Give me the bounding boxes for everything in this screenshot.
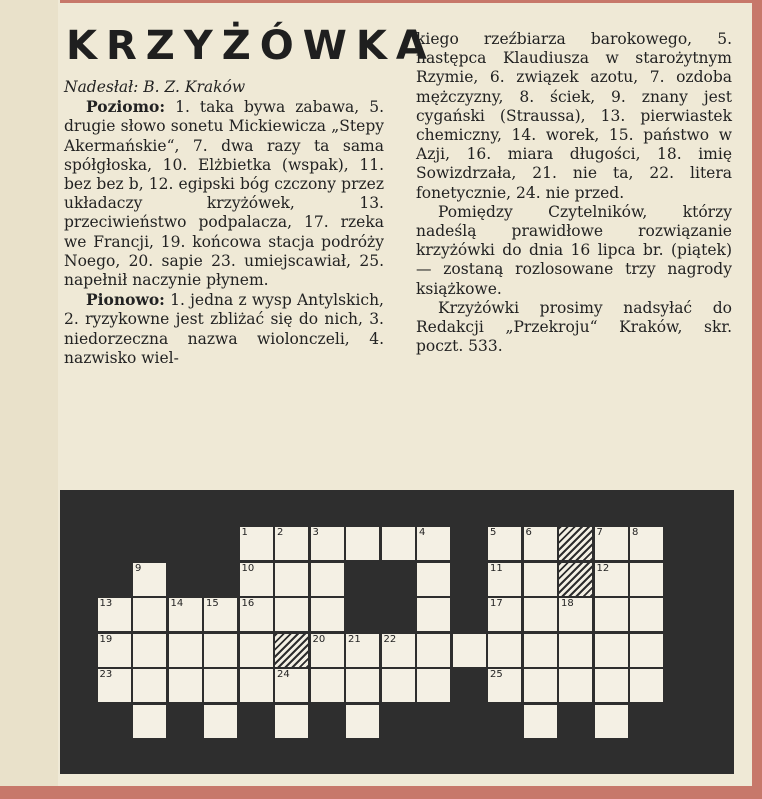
contest-info: Pomiędzy Czytelników, którzy nadeślą prawidłowe rozwiązanie krzyżówki do dnia 16 lipca br. (piątek) — zostaną rozlosowane trzy nagrody książkowe. <box>416 202 732 298</box>
crossword-cell[interactable] <box>275 563 308 596</box>
crossword-cell[interactable] <box>488 598 521 631</box>
crossword-cell[interactable] <box>133 669 166 702</box>
across-heading: Poziomo: <box>86 97 166 117</box>
crossword-cell[interactable] <box>488 527 521 560</box>
crossword-cell[interactable] <box>240 598 273 631</box>
page-title: KRZYŻÓWKA <box>66 23 436 69</box>
clue-number: 25 <box>490 669 503 680</box>
crossword-cell[interactable] <box>169 598 202 631</box>
crossword-cell[interactable] <box>240 563 273 596</box>
crossword-cell[interactable] <box>524 634 557 667</box>
clue-number: 8 <box>632 527 639 538</box>
clue-number: 18 <box>561 598 574 609</box>
crossword-cell[interactable] <box>524 669 557 702</box>
crossword-cell[interactable] <box>559 634 592 667</box>
clue-number: 3 <box>312 527 319 538</box>
left-margin <box>0 0 58 786</box>
author-line: Nadesłał: B. Z. Kraków <box>64 78 246 96</box>
down-clues-part1: 1. jedna z wysp Antylskich, 2. ryzykowne jest zbliżać się do nich, 3. niedorzeczna nazwa wiolonczeli, 4. nazwisko wiel- <box>64 291 384 367</box>
right-border <box>752 0 762 799</box>
crossword-cell-hatched <box>275 634 308 667</box>
crossword-cell[interactable] <box>240 527 273 560</box>
crossword-cell[interactable] <box>524 598 557 631</box>
crossword-cell[interactable] <box>133 634 166 667</box>
clue-number: 22 <box>383 633 397 645</box>
clue-number: 11 <box>490 562 503 574</box>
crossword-cell[interactable] <box>488 669 521 702</box>
clue-number: 4 <box>419 527 426 538</box>
crossword-cell[interactable] <box>169 669 202 702</box>
crossword-cell[interactable] <box>133 563 166 596</box>
crossword-cell[interactable] <box>453 634 486 667</box>
crossword-cell[interactable] <box>595 705 628 738</box>
crossword-cell[interactable] <box>98 669 131 702</box>
crossword-cell[interactable] <box>204 598 237 631</box>
crossword-cell[interactable] <box>595 563 628 596</box>
crossword-cell[interactable] <box>524 527 557 560</box>
crossword-cell[interactable] <box>595 598 628 631</box>
clue-number: 6 <box>525 527 532 538</box>
crossword-cell[interactable] <box>417 669 450 702</box>
clue-number: 12 <box>596 562 610 574</box>
crossword-cell[interactable] <box>240 634 273 667</box>
crossword-cell[interactable] <box>595 669 628 702</box>
clue-number: 23 <box>99 669 113 680</box>
clue-number: 7 <box>596 527 603 538</box>
crossword-cell-hatched <box>559 527 592 560</box>
crossword-cell[interactable] <box>204 669 237 702</box>
crossword-cell[interactable] <box>346 669 379 702</box>
crossword-cell[interactable] <box>311 634 344 667</box>
crossword-cell[interactable] <box>311 563 344 596</box>
crossword-cell[interactable] <box>630 634 663 667</box>
crossword-cell[interactable] <box>98 598 131 631</box>
crossword-cell[interactable] <box>275 669 308 702</box>
crossword-cell[interactable] <box>524 563 557 596</box>
crossword-cell[interactable] <box>346 705 379 738</box>
crossword-cell[interactable] <box>417 598 450 631</box>
clues-across <box>64 97 384 290</box>
crossword-cell[interactable] <box>488 563 521 596</box>
clue-number: 13 <box>99 598 113 609</box>
down-heading: Pionowo: <box>86 290 165 310</box>
clue-number: 9 <box>135 562 142 574</box>
crossword-cell[interactable] <box>595 634 628 667</box>
crossword-grid <box>60 490 734 774</box>
clue-number: 16 <box>241 598 255 609</box>
crossword-cell[interactable] <box>524 705 557 738</box>
crossword-cell[interactable] <box>630 669 663 702</box>
clue-number: 17 <box>490 598 503 609</box>
clue-number: 19 <box>99 633 113 645</box>
crossword-cell[interactable] <box>204 634 237 667</box>
crossword-cell-hatched <box>559 563 592 596</box>
crossword-cell[interactable] <box>595 527 628 560</box>
clue-number: 2 <box>277 527 284 538</box>
crossword-cell[interactable] <box>382 527 415 560</box>
crossword-cell[interactable] <box>417 634 450 667</box>
crossword-cell[interactable] <box>559 598 592 631</box>
clue-number: 10 <box>241 562 255 574</box>
clue-number: 24 <box>277 669 290 680</box>
crossword-cell[interactable] <box>275 705 308 738</box>
crossword-cell[interactable] <box>204 705 237 738</box>
crossword-cell[interactable] <box>275 527 308 560</box>
crossword-cell[interactable] <box>488 634 521 667</box>
crossword-cell[interactable] <box>311 598 344 631</box>
clue-number: 20 <box>312 633 326 645</box>
crossword-cell[interactable] <box>346 634 379 667</box>
submission-address: Krzyżówki prosimy nadsyłać do Redakcji „Przekroju“ Kraków, skr. poczt. 533. <box>416 298 732 356</box>
crossword-cell[interactable] <box>630 527 663 560</box>
clues-down <box>64 290 384 368</box>
down-clues-part2: kiego rzeźbiarza barokowego, 5. następca Klaudiusza w starożytnym Rzymie, 6. związek azotu, 7. ozdoba mężczyzny, 8. ściek, 9. znany jest cygański (Straussa), 13. pierwiastek chemiczny, 14. worek, 15. państwo w Azji, 16. miara długości, 18. imię Sowizdrzała, 21. nie ta, 22. litera fonetycznie, 24. nie przed. <box>416 30 732 202</box>
clue-number: 15 <box>206 598 219 609</box>
crossword-cell[interactable] <box>98 634 131 667</box>
crossword-cell[interactable] <box>382 669 415 702</box>
crossword-cell[interactable] <box>311 669 344 702</box>
crossword-cell[interactable] <box>382 634 415 667</box>
left-column <box>64 78 384 368</box>
crossword-cell[interactable] <box>630 598 663 631</box>
clue-number: 1 <box>241 527 248 538</box>
crossword-cell[interactable] <box>275 598 308 631</box>
crossword-cell[interactable] <box>346 527 379 560</box>
crossword-cell[interactable] <box>559 669 592 702</box>
right-column <box>416 30 732 356</box>
clue-number: 21 <box>348 633 361 645</box>
crossword-cell[interactable] <box>169 634 202 667</box>
crossword-cell[interactable] <box>417 563 450 596</box>
clue-number: 14 <box>170 598 184 609</box>
crossword-cell[interactable] <box>133 598 166 631</box>
crossword-cell[interactable] <box>417 527 450 560</box>
across-clues: 1. taka bywa zabawa, 5. drugie słowo sonetu Mickiewicza „Stepy Akermańskie“, 7. dwa razy ta sama spółgłoska, 10. Elżbietka (wspak), 11. bez bez b, 12. egipski bóg czczony przez układaczy krzyżówek, 13. przeciwieństwo podpalacza, 17. rzeka we Francji, 19. końcowa stacja podróży Noego, 20. sapie 23. umiejscawiał, 25. napełnił naczynie płynem. <box>64 98 384 290</box>
clue-number: 5 <box>490 527 497 538</box>
crossword-cell[interactable] <box>133 705 166 738</box>
top-border <box>60 0 762 3</box>
crossword-cell[interactable] <box>630 563 663 596</box>
crossword-cell[interactable] <box>311 527 344 560</box>
crossword-cell[interactable] <box>240 669 273 702</box>
